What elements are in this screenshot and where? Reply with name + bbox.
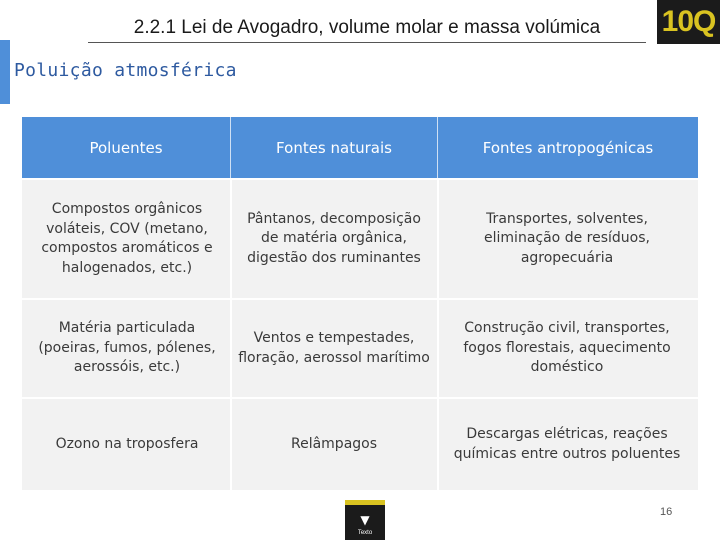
row-divider [230, 300, 232, 397]
table-row [22, 298, 698, 397]
header-natural-sources: Fontes naturais [276, 138, 392, 157]
slide-title: 2.2.1 Lei de Avogadro, volume molar e massa volúmica [88, 8, 646, 43]
table-header [22, 117, 698, 178]
row-divider [437, 399, 439, 490]
pollution-table [22, 117, 698, 488]
publisher-logo [345, 500, 385, 540]
table-row [22, 397, 698, 490]
header-pollutants: Poluentes [89, 138, 163, 157]
brand-logo: 10Q [657, 0, 720, 44]
cell-natural: Pântanos, decomposição de matéria orgânica, digestão dos ruminantes [247, 210, 421, 266]
cell-pollutant: Ozono na troposfera [55, 435, 199, 452]
slide-subtitle: Poluição atmosférica [14, 60, 237, 81]
cell-pollutant: Matéria particulada (poeiras, fumos, pólenes, aerossóis, etc.) [38, 320, 216, 376]
table-row [22, 178, 698, 298]
publisher-logo-text: Texto [357, 530, 373, 536]
cell-natural: Ventos e tempestades, floração, aerossol marítimo [238, 330, 430, 366]
row-divider [230, 180, 232, 298]
cell-natural: Relâmpagos [290, 435, 378, 452]
cell-anthropogenic: Descargas elétricas, reações químicas entre outros poluentes [453, 426, 681, 462]
cell-anthropogenic: Construção civil, transportes, fogos florestais, aquecimento doméstico [463, 320, 671, 376]
page-number: 16 [660, 506, 673, 518]
row-divider [437, 180, 439, 298]
row-divider [230, 399, 232, 490]
book-icon: ▼ [360, 513, 370, 527]
accent-bar [0, 40, 10, 104]
header-anthropogenic-sources: Fontes antropogénicas [482, 138, 654, 157]
cell-anthropogenic: Transportes, solventes, eliminação de resíduos, agropecuária [484, 210, 650, 266]
row-divider [437, 300, 439, 397]
cell-pollutant: Compostos orgânicos voláteis, COV (metano, compostos aromáticos e halogenados, etc.) [41, 201, 213, 276]
